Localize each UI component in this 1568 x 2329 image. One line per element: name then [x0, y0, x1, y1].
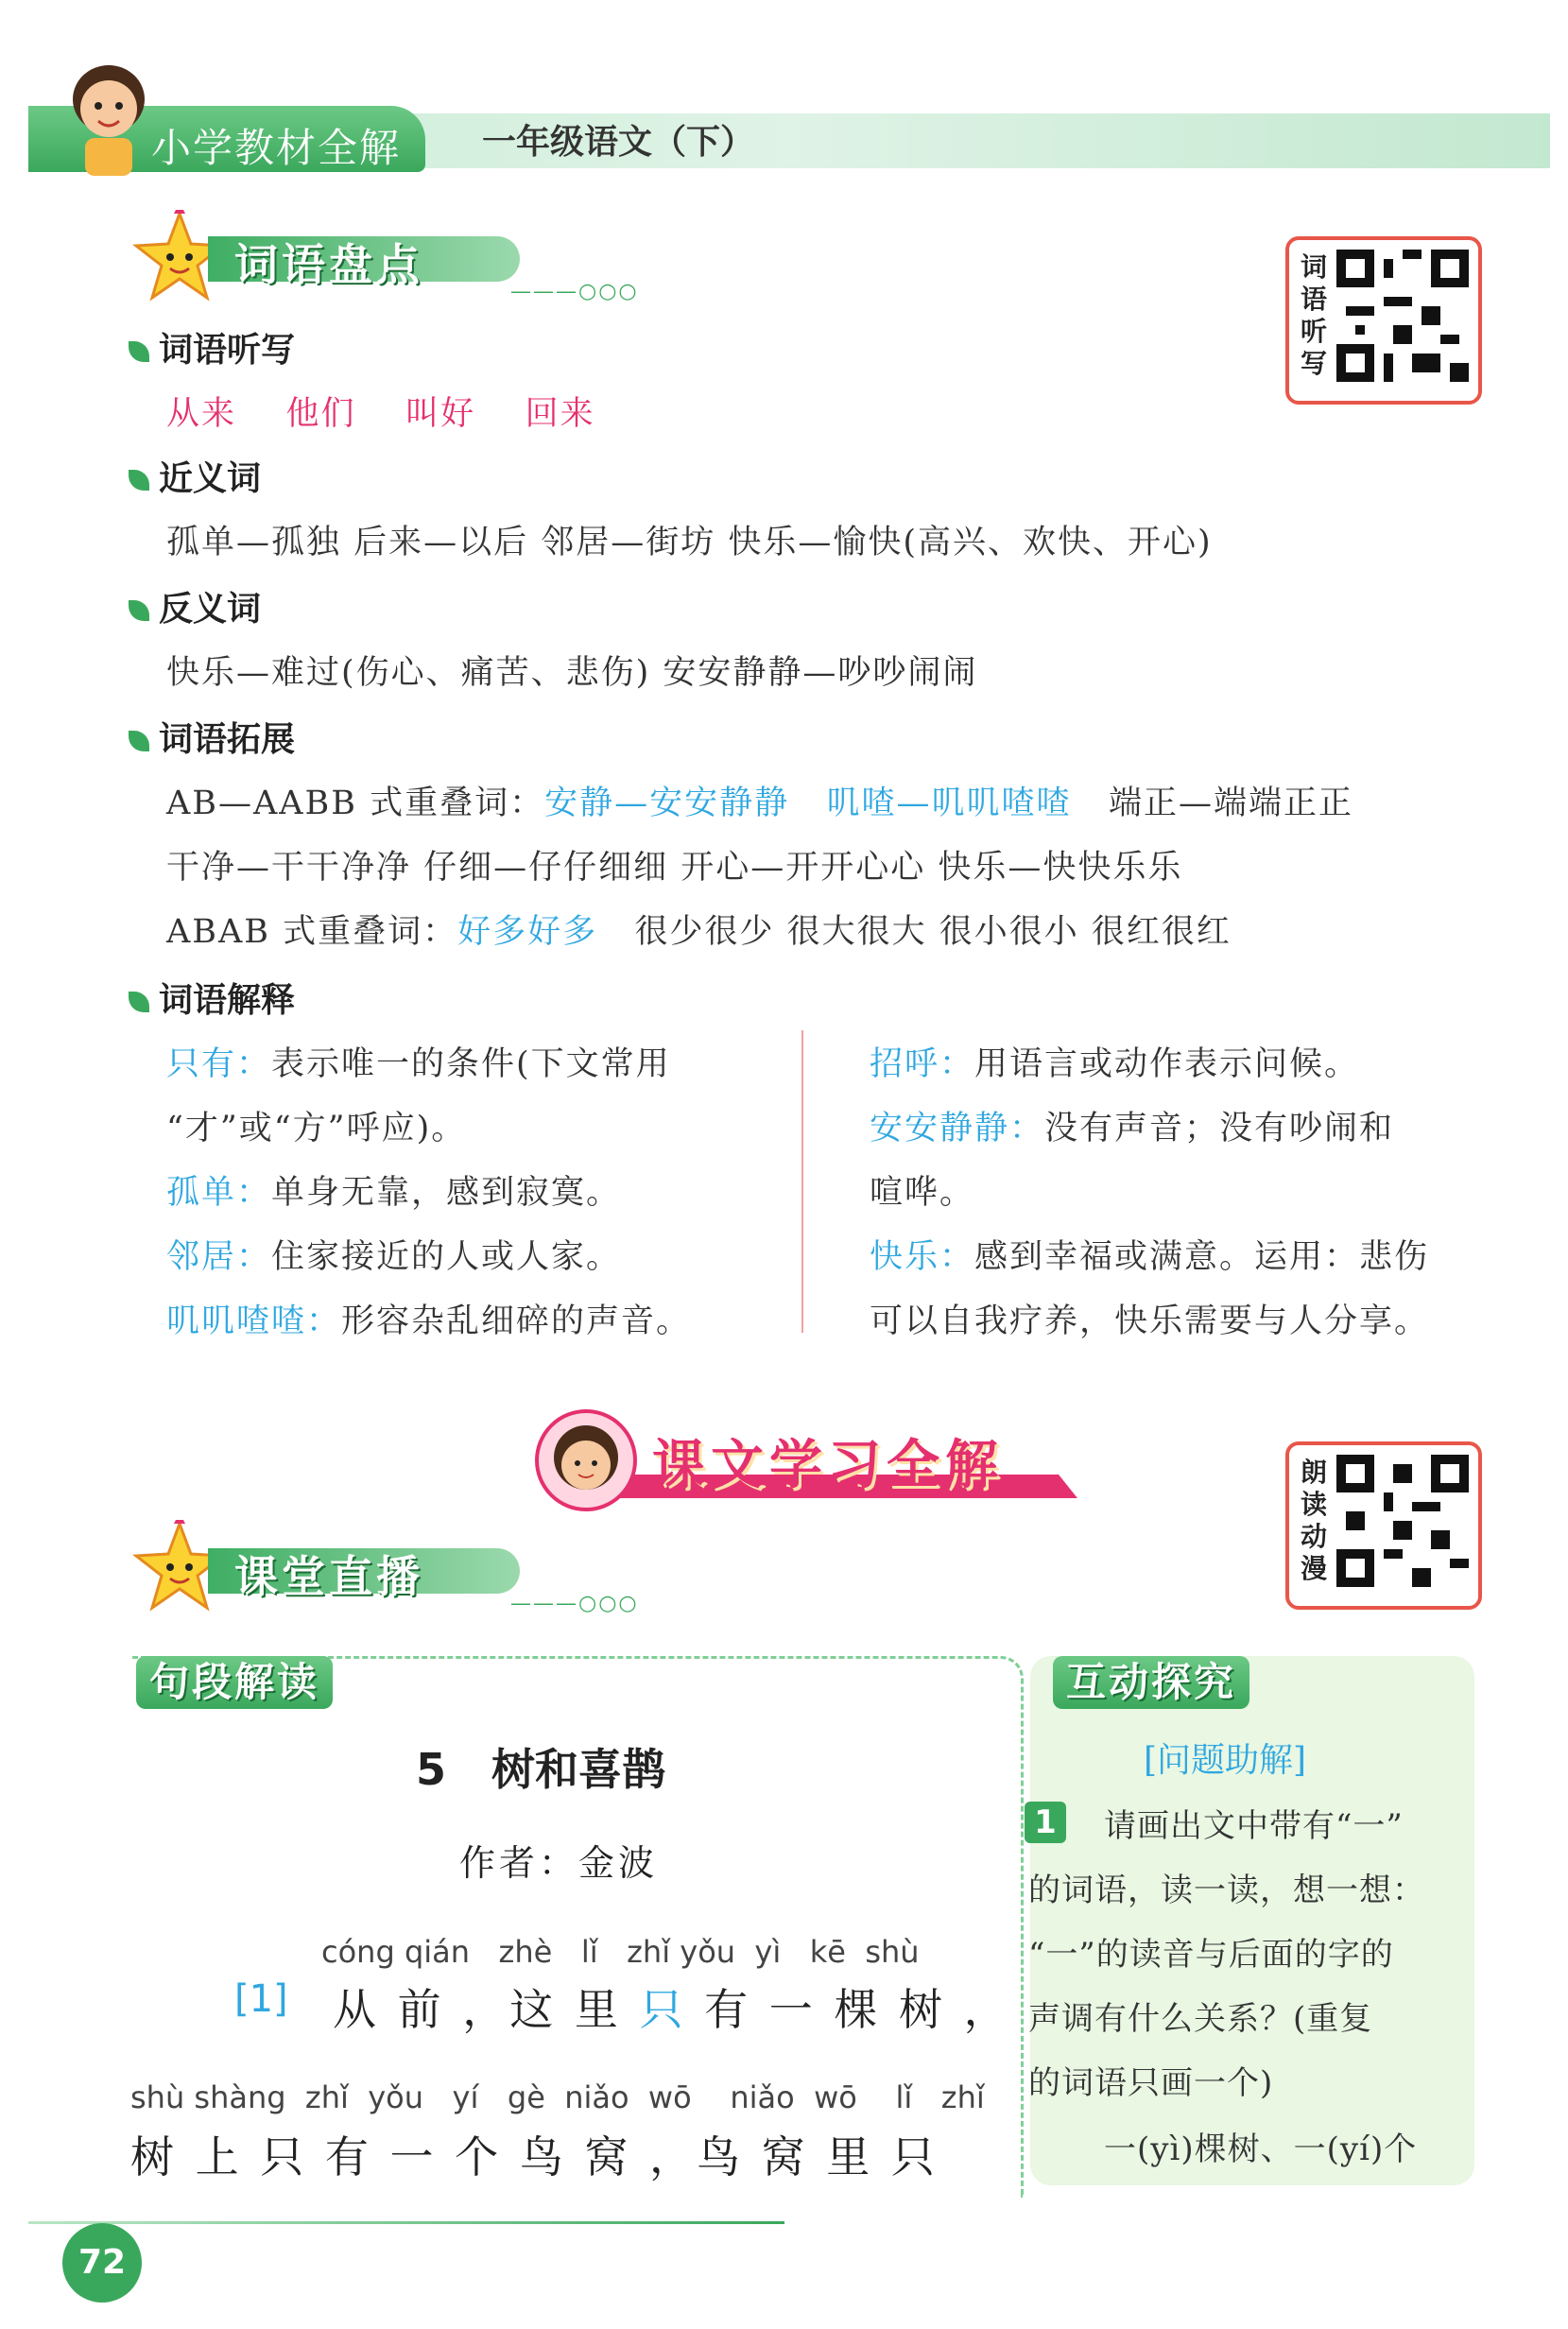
explore-line-2: “一”的读音与后面的字的	[1028, 1936, 1394, 1974]
heading-explain: 词语解释	[129, 974, 295, 1022]
series-title: 小学教材全解	[151, 125, 402, 171]
explore-line-4: 的词语只画一个)	[1028, 2064, 1274, 2102]
qr-label-dictation: 词 语 听 写	[1300, 251, 1327, 379]
section-dots: ———○○○	[510, 1592, 639, 1615]
explore-line-1: 的词语，读一读，想一想：	[1028, 1872, 1425, 1909]
section-title-vocab: 词语盘点	[234, 239, 423, 290]
tag-reading: 句段解读	[136, 1656, 333, 1709]
pinyin-line-1: cóng qián zhè lǐ zhǐ yǒu yì kē shù	[321, 1934, 920, 1970]
qr-code-icon	[1336, 250, 1469, 382]
text-line-2: 树 上 只 有 一 个 鸟 窝 ，鸟 窝 里 只	[130, 2131, 939, 2182]
explain-left-2: 孤单：单身无靠，感到寂寞。	[166, 1174, 622, 1212]
paragraph-number: [1]	[234, 1977, 288, 2021]
tag-explore: 互动探究	[1053, 1656, 1249, 1709]
explain-right-4: 可以自我疗养，快乐需要与人分享。	[870, 1303, 1430, 1340]
explain-left-3: 邻居：住家接近的人或人家。	[166, 1238, 622, 1276]
explain-left-4: 叽叽喳喳：形容杂乱细碎的声音。	[166, 1303, 692, 1340]
question-number: 1	[1025, 1802, 1066, 1843]
expand-aabb-line1: AB—AABB 式重叠词：安静—安安静静 叽喳—叽叽喳喳 端正—端端正正	[166, 785, 1353, 822]
synonyms-line: 孤单—孤独 后来—以后 邻居—街坊 快乐—愉快(高兴、欢快、开心)	[166, 524, 1213, 561]
section-dots: ———○○○	[510, 280, 639, 303]
section-title-class: 课堂直播	[234, 1551, 423, 1602]
explain-left-0: 只有：表示唯一的条件(下文常用	[166, 1045, 671, 1083]
column-divider	[801, 1030, 803, 1333]
heading-dictation: 词语听写	[129, 323, 295, 371]
expand-abab-line: ABAB 式重叠词：好多好多 很少很少 很大很大 很小很小 很红很红	[166, 913, 1232, 951]
explore-line-0: 请画出文中带有“一”	[1104, 1807, 1404, 1845]
qr-code-icon	[1336, 1455, 1469, 1587]
heading-synonyms: 近义词	[129, 452, 261, 500]
heading-antonyms: 反义词	[129, 582, 261, 630]
explore-subheading: [问题助解]	[1144, 1741, 1307, 1780]
study-banner-title: 课文学习全解	[652, 1435, 1004, 1496]
footer-line	[28, 2221, 784, 2224]
heading-expand: 词语拓展	[129, 713, 295, 761]
explain-right-0: 招呼：用语言或动作表示问候。	[870, 1045, 1360, 1083]
text-line-1: 从 前 ，这 里 只 有 一 棵 树 ，	[333, 1984, 1011, 2035]
qr-label-animation: 朗 读 动 漫	[1300, 1457, 1327, 1584]
antonyms-line: 快乐—难过(伤心、痛苦、悲伤) 安安静静—吵吵闹闹	[166, 654, 978, 692]
explain-right-1: 安安静静：没有声音；没有吵闹和	[870, 1110, 1395, 1147]
explain-right-3: 快乐：感到幸福或满意。运用：悲伤	[870, 1238, 1430, 1276]
explain-left-1: “才”或“方”呼应)。	[166, 1110, 467, 1147]
dictation-words: 从来 他们 叫好 回来	[166, 395, 595, 433]
book-title: 一年级语文（下）	[482, 123, 755, 162]
qr-animation[interactable]	[1285, 1441, 1482, 1610]
page-number: 72	[62, 2223, 142, 2303]
expand-aabb-line2: 干净—干干净净 仔细—仔仔细细 开心—开开心心 快乐—快快乐乐	[166, 849, 1183, 887]
explain-right-2: 喧哗。	[870, 1174, 975, 1212]
pinyin-line-2: shù shàng zhǐ yǒu yí gè niǎo wō niǎo wō lǐ zhǐ	[130, 2079, 985, 2115]
lesson-author: 作者：金波	[459, 1842, 659, 1884]
explore-line-5: 一(yì)棵树、一(yí)个	[1104, 2131, 1418, 2168]
qr-dictation[interactable]	[1285, 236, 1482, 405]
lesson-title: 5 树和喜鹊	[416, 1744, 666, 1795]
explore-line-3: 声调有什么关系？(重复	[1028, 2000, 1373, 2038]
boy-mascot-icon	[57, 57, 161, 180]
